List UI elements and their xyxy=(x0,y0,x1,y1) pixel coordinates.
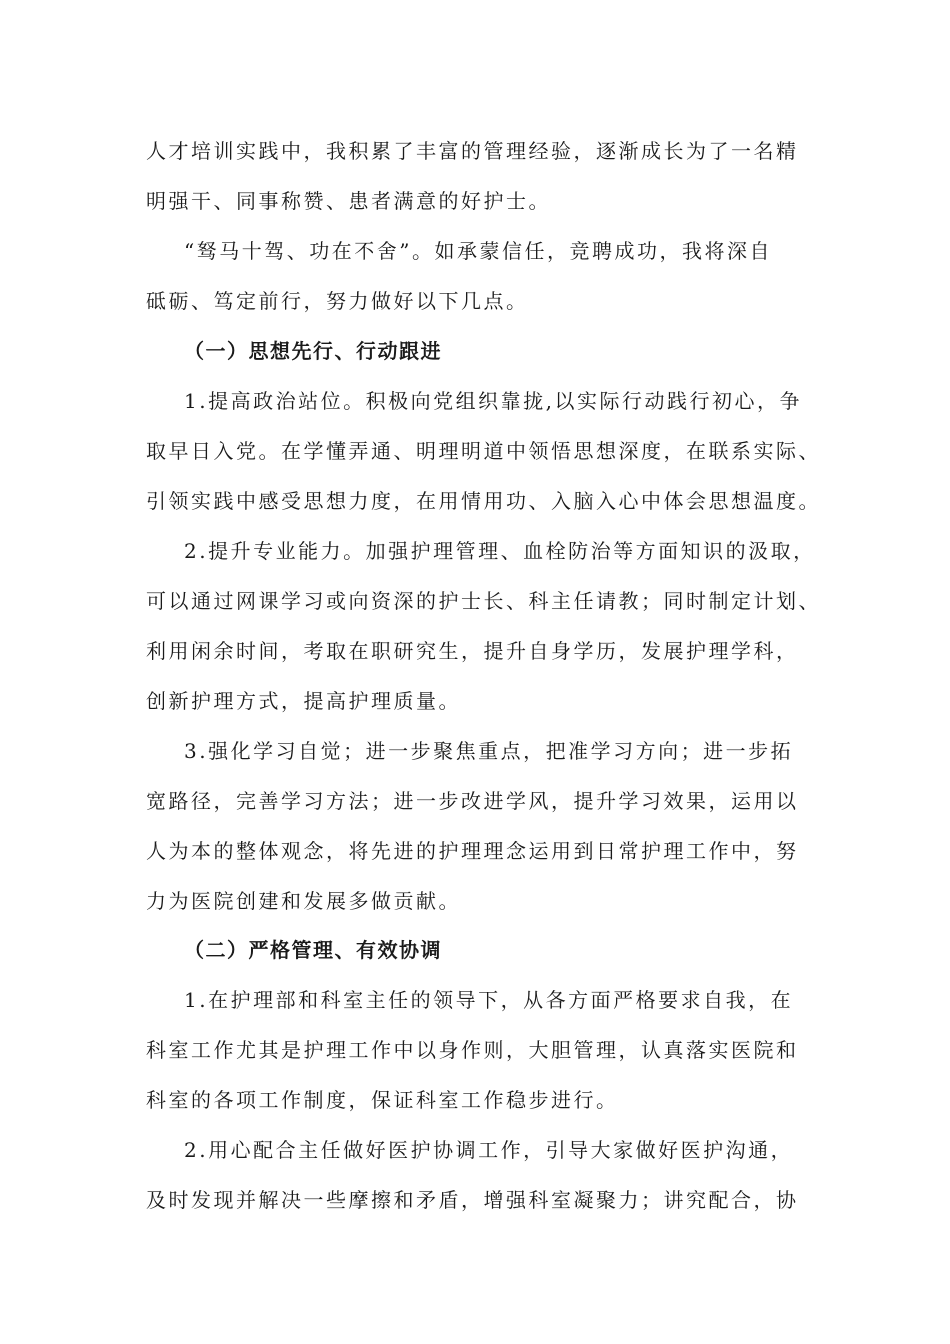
text-line-16: 力为医院创建和发展多做贡献。 xyxy=(146,889,461,913)
text-line-7: 取早日入党。在学懂弄通、明理明道中领悟思想深度，在联系实际、 xyxy=(146,439,821,463)
text-line-8: 引领实践中感受思想力度，在用情用功、入脑入心中体会思想温度。 xyxy=(146,489,821,513)
text-line-11: 利用闲余时间，考取在职研究生，提升自身学历，发展护理学科， xyxy=(146,639,799,663)
section-heading-2: （二）严格管理、有效协调 xyxy=(184,938,442,962)
text-line-6: 1.提高政治站位。积极向党组织靠拢,以实际行动践行初心，争 xyxy=(184,389,802,413)
text-line-13: 3.强化学习自觉；进一步聚焦重点，把准学习方向；进一步拓 xyxy=(184,739,794,763)
text-line-9: 2.提升专业能力。加强护理管理、血栓防治等方面知识的汲取， xyxy=(184,539,816,563)
section-heading-1: （一）思想先行、行动跟进 xyxy=(184,339,442,363)
text-line-15: 人为本的整体观念，将先进的护理理念运用到日常护理工作中，努 xyxy=(146,839,799,863)
text-line-3: “驽马十驾、功在不舍”。如承蒙信任，竞聘成功，我将深自 xyxy=(184,239,772,263)
text-line-18: 1.在护理部和科室主任的领导下，从各方面严格要求自我，在 xyxy=(184,988,794,1012)
text-line-19: 科室工作尤其是护理工作中以身作则，大胆管理，认真落实医院和 xyxy=(146,1038,799,1062)
text-line-14: 宽路径，完善学习方法；进一步改进学风，提升学习效果，运用以 xyxy=(146,789,799,813)
text-line-12: 创新护理方式，提高护理质量。 xyxy=(146,689,461,713)
text-line-2: 明强干、同事称赞、患者满意的好护士。 xyxy=(146,189,551,213)
text-line-21: 2.用心配合主任做好医护协调工作，引导大家做好医护沟通， xyxy=(184,1138,794,1162)
text-line-22: 及时发现并解决一些摩擦和矛盾，增强科室凝聚力；讲究配合，协 xyxy=(146,1188,799,1212)
text-line-1: 人才培训实践中，我积累了丰富的管理经验，逐渐成长为了一名精 xyxy=(146,139,799,163)
text-line-10: 可以通过网课学习或向资深的护士长、科主任请教；同时制定计划、 xyxy=(146,589,821,613)
text-line-20: 科室的各项工作制度，保证科室工作稳步进行。 xyxy=(146,1088,619,1112)
text-line-4: 砥砺、笃定前行，努力做好以下几点。 xyxy=(146,289,529,313)
